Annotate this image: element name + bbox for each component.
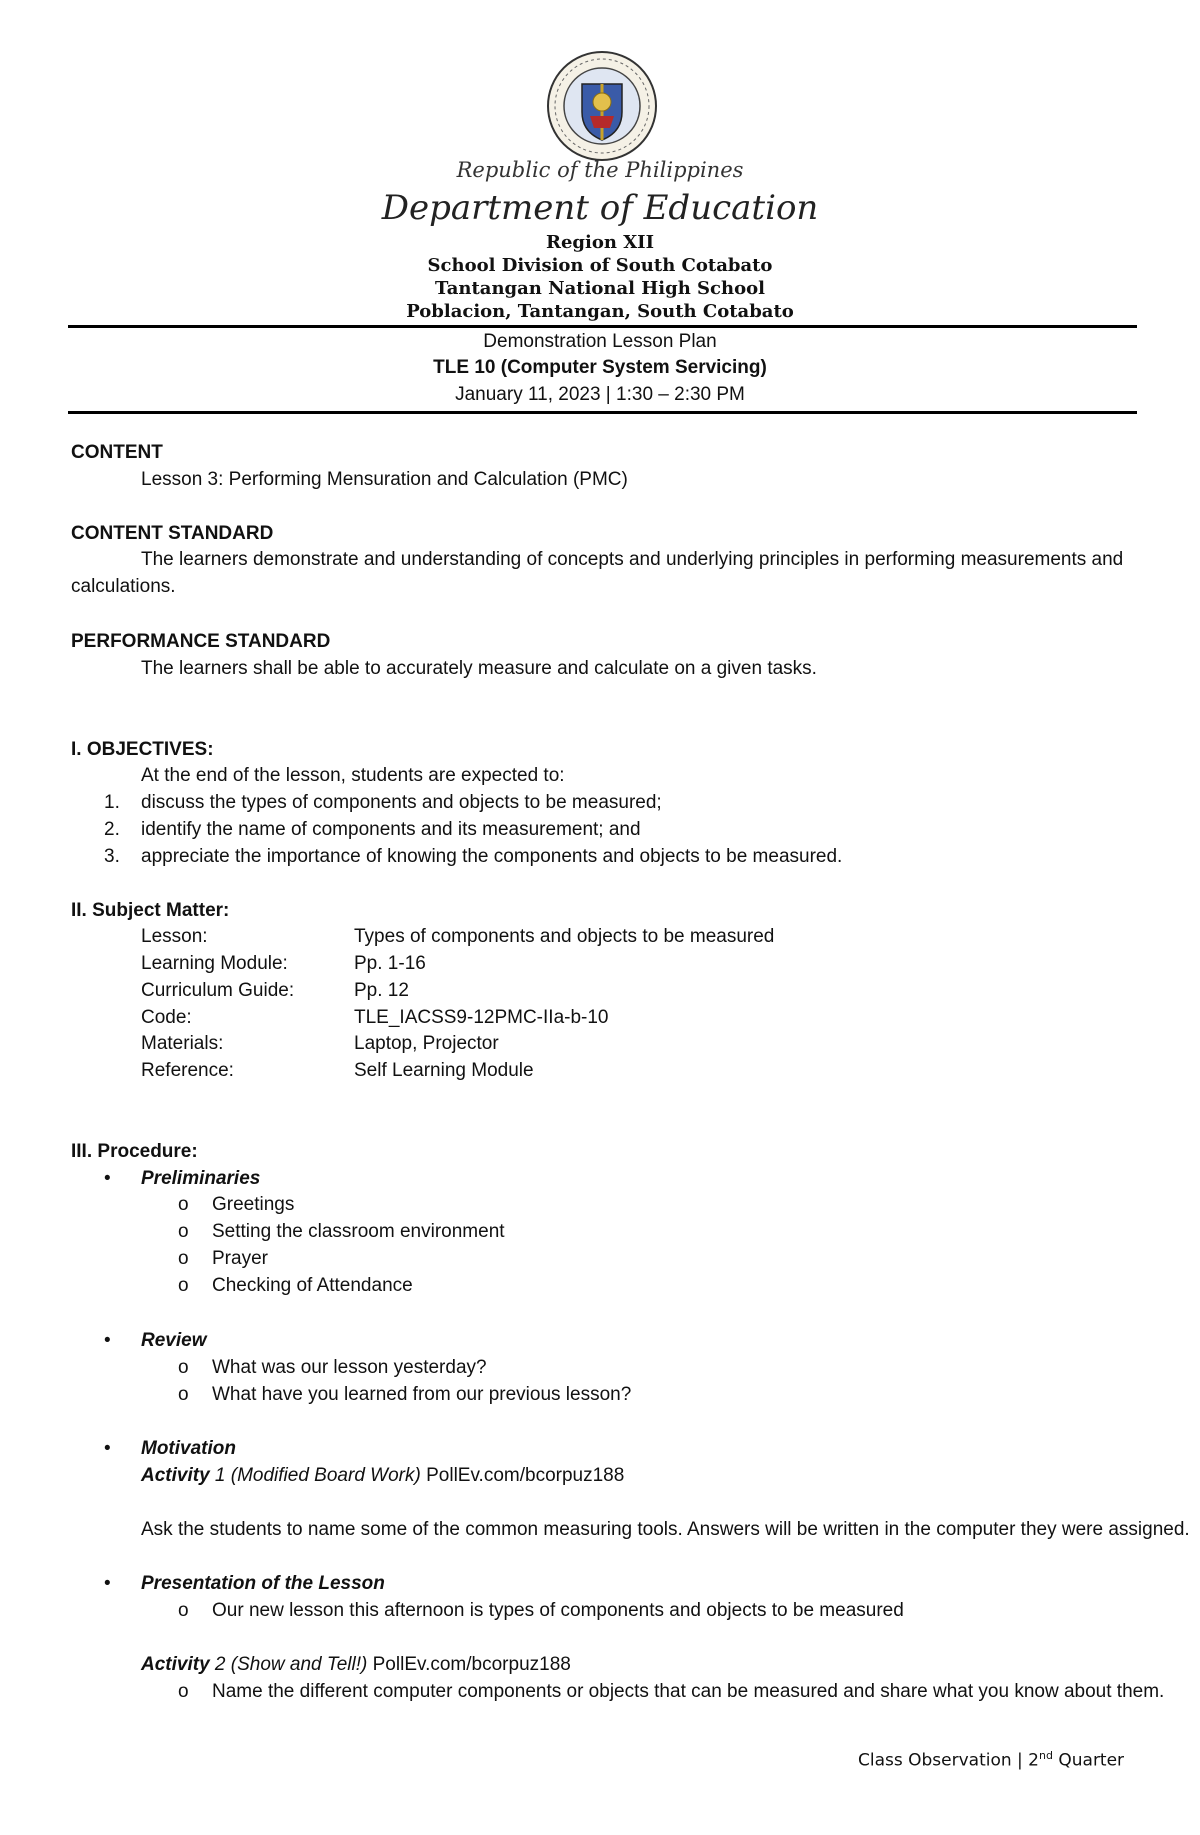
- schedule-text: January 11, 2023 | 1:30 – 2:30 PM: [455, 384, 745, 405]
- republic-text: Republic of the Philippines: [456, 158, 744, 182]
- objectives-intro: At the end of the lesson, students are expected to:: [141, 765, 565, 786]
- content-heading: CONTENT: [71, 442, 163, 463]
- motivation-activity: [141, 1465, 624, 1487]
- sub-bullet-icon: o: [178, 1681, 189, 1702]
- subject-matter-label: Code:: [141, 1007, 192, 1028]
- objective-number: 1.: [104, 792, 120, 813]
- presentation-activity: [141, 1654, 571, 1676]
- deped-seal-icon: [546, 50, 658, 162]
- activity-link[interactable]: PollEv.com/bcorpuz188: [420, 1465, 625, 1486]
- sub-bullet-icon: o: [178, 1600, 189, 1621]
- plan-type: Demonstration Lesson Plan: [483, 331, 717, 352]
- page-footer: [858, 1749, 1124, 1771]
- sub-bullet-icon: o: [178, 1357, 189, 1378]
- bullet-icon: •: [104, 1168, 111, 1189]
- department-title: Department of Education: [381, 188, 819, 228]
- subject-matter-value: Types of components and objects to be measured: [354, 926, 775, 947]
- review-item: What was our lesson yesterday?: [212, 1357, 487, 1378]
- bullet-icon: •: [104, 1438, 111, 1459]
- subject-matter-heading: II. Subject Matter:: [71, 900, 230, 921]
- objective-item: appreciate the importance of knowing the components and objects to be measured.: [141, 846, 843, 867]
- content-standard-heading: CONTENT STANDARD: [71, 523, 274, 544]
- subject-matter-value: Pp. 1-16: [354, 953, 426, 974]
- preliminaries-item: Checking of Attendance: [212, 1275, 413, 1296]
- objectives-heading: I. OBJECTIVES:: [71, 739, 214, 760]
- motivation-instruction: Ask the students to name some of the common measuring tools. Answers will be written in the computer they were assigned.: [141, 1519, 1190, 1540]
- sub-bullet-icon: o: [178, 1248, 189, 1269]
- activity-label: Activity: [141, 1465, 210, 1486]
- preliminaries-title: Preliminaries: [141, 1168, 261, 1189]
- bullet-icon: •: [104, 1573, 111, 1594]
- header-divider-bottom: [68, 411, 1137, 414]
- activity-link[interactable]: PollEv.com/bcorpuz188: [367, 1654, 571, 1675]
- region-text: Region XII: [546, 232, 654, 253]
- activity-name: 2 (Show and Tell!): [209, 1654, 368, 1675]
- footer-superscript: nd: [1039, 1749, 1053, 1762]
- subject-matter-value: Pp. 12: [354, 980, 409, 1001]
- school-name: Tantangan National High School: [435, 278, 765, 299]
- footer-prefix: Class Observation | 2: [858, 1750, 1039, 1771]
- procedure-heading: III. Procedure:: [71, 1141, 198, 1162]
- subject-matter-label: Lesson:: [141, 926, 208, 947]
- subject-matter-label: Reference:: [141, 1060, 234, 1081]
- presentation-activity-item: Name the different computer components or objects that can be measured and share what you know about them.: [212, 1681, 1165, 1702]
- subject-matter-value: TLE_IACSS9-12PMC-IIa-b-10: [354, 1007, 609, 1028]
- preliminaries-item: Prayer: [212, 1248, 268, 1269]
- preliminaries-item: Greetings: [212, 1194, 295, 1215]
- content-standard-text: The learners demonstrate and understanding of concepts and underlying principles in performing measurements and calculations.: [71, 549, 1124, 597]
- objective-item: discuss the types of components and objects to be measured;: [141, 792, 662, 813]
- objective-number: 3.: [104, 846, 120, 867]
- activity-name: 1 (Modified Board Work): [209, 1465, 421, 1486]
- subject-matter-label: Materials:: [141, 1033, 224, 1054]
- performance-standard-text: The learners shall be able to accurately measure and calculate on a given tasks.: [141, 658, 817, 679]
- sub-bullet-icon: o: [178, 1384, 189, 1405]
- review-item: What have you learned from our previous lesson?: [212, 1384, 632, 1405]
- bullet-icon: •: [104, 1330, 111, 1351]
- review-title: Review: [141, 1330, 207, 1351]
- content-text: Lesson 3: Performing Mensuration and Calculation (PMC): [141, 469, 628, 490]
- presentation-item: Our new lesson this afternoon is types of components and objects to be measured: [212, 1600, 904, 1621]
- performance-standard-heading: PERFORMANCE STANDARD: [71, 631, 331, 652]
- subject-matter-label: Learning Module:: [141, 953, 288, 974]
- preliminaries-item: Setting the classroom environment: [212, 1221, 505, 1242]
- subject-matter-label: Curriculum Guide:: [141, 980, 295, 1001]
- footer-suffix: Quarter: [1052, 1750, 1125, 1771]
- objective-number: 2.: [104, 819, 120, 840]
- activity-label: Activity: [141, 1654, 210, 1675]
- presentation-title: Presentation of the Lesson: [141, 1573, 385, 1594]
- subject-title: TLE 10 (Computer System Servicing): [433, 357, 767, 378]
- school-address: Poblacion, Tantangan, South Cotabato: [406, 301, 794, 322]
- sub-bullet-icon: o: [178, 1275, 189, 1296]
- subject-matter-value: Self Learning Module: [354, 1060, 534, 1081]
- subject-matter-value: Laptop, Projector: [354, 1033, 499, 1054]
- sub-bullet-icon: o: [178, 1194, 189, 1215]
- objective-item: identify the name of components and its measurement; and: [141, 819, 641, 840]
- sub-bullet-icon: o: [178, 1221, 189, 1242]
- header-divider-top: [68, 325, 1137, 328]
- division-text: School Division of South Cotabato: [427, 255, 773, 276]
- motivation-title: Motivation: [141, 1438, 236, 1459]
